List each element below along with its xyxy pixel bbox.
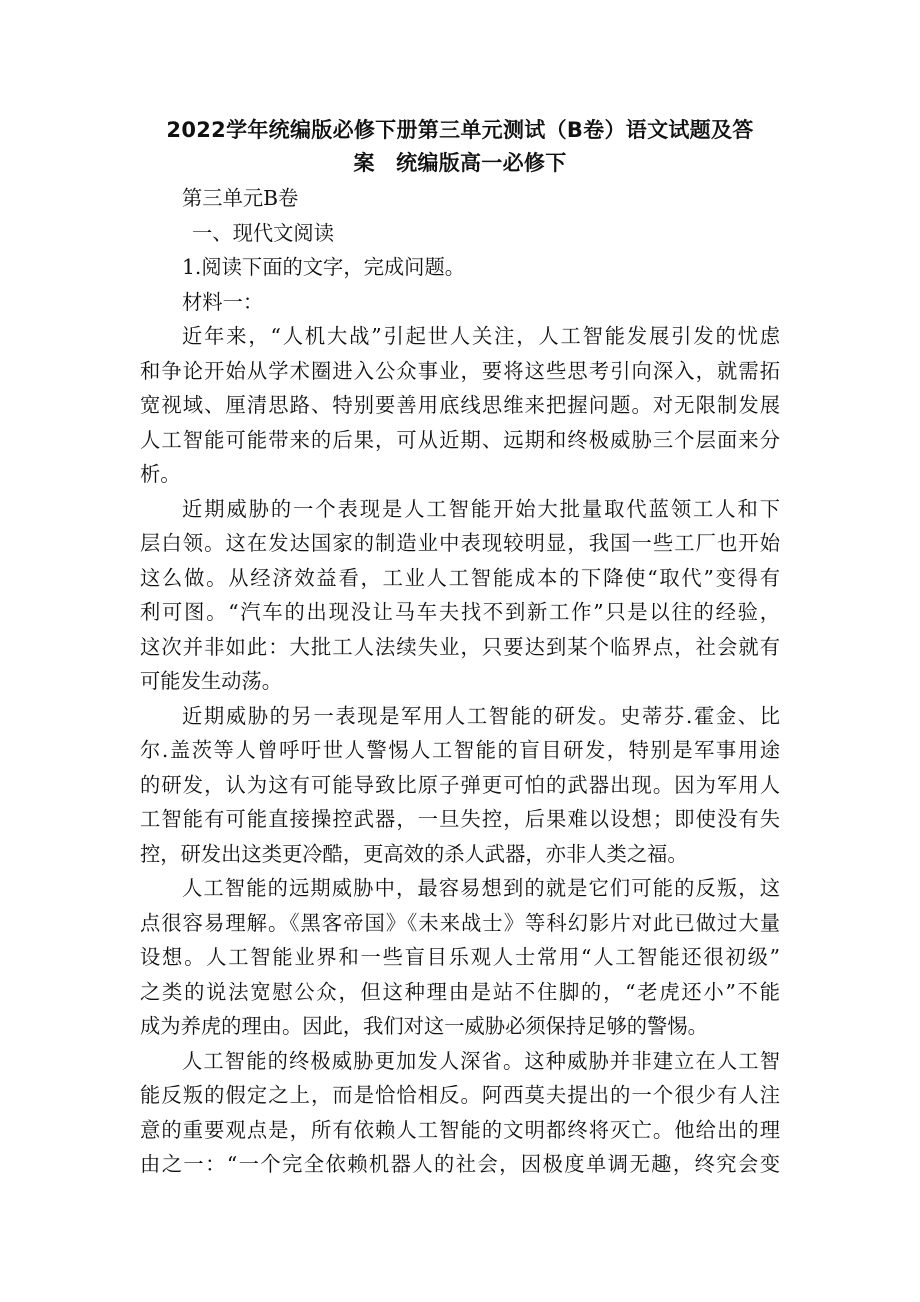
title-line: 2022学年统编版必修下册第三单元测试（B卷）语文试题及答 xyxy=(166,118,754,142)
material-label: 材料一： xyxy=(182,289,264,314)
paragraph-line: 近年来，“人机大战”引起世人关注，人工智能发展引发的忧虑 xyxy=(182,324,780,348)
paragraph-line: 点很容易理解。《黑客帝国》《未来战士》等科幻影片对此已做过大量 xyxy=(140,910,780,935)
unit-label: 第三单元B卷 xyxy=(182,186,299,210)
paragraph xyxy=(140,492,780,699)
section-heading: 一、现代文阅读 xyxy=(192,220,334,245)
paragraph-line: 控，研发出这类更冷酷，更高效的杀人武器，亦非人类之福。 xyxy=(140,841,688,866)
paragraph xyxy=(140,319,780,492)
title-line: 案 统编版高一必修下 xyxy=(353,151,567,175)
paragraph-line: 由之一：“一个完全依赖机器人的社会，因极度单调无趣，终究会变 xyxy=(140,1152,780,1176)
paragraph-line: 这次并非如此：大批工人法续失业，只要达到某个临界点，社会就有 xyxy=(140,634,780,659)
document-body xyxy=(140,181,780,1182)
paragraph-line: 宽视域、厘清思路、特别要善用底线思维来把握问题。对无限制发展 xyxy=(140,393,780,417)
paragraph-line: 意的重要观点是，所有依赖人工智能的文明都终将灭亡。他给出的理 xyxy=(140,1117,780,1142)
paragraph-line: 成为养虎的理由。因此，我们对这一威胁必须保持足够的警惕。 xyxy=(140,1014,708,1038)
paragraph-line: 人工智能的远期威胁中，最容易想到的就是它们可能的反叛，这 xyxy=(182,876,780,900)
paragraph-line: 人工智能的终极威胁更加发人深省。这种威胁并非建立在人工智 xyxy=(182,1048,780,1073)
paragraph-line: 工智能有可能直接操控武器，一旦失控，后果难以设想；即使没有失 xyxy=(140,807,780,831)
paragraph-line: 层白领。这在发达国家的制造业中表现较明显，我国一些工厂也开始 xyxy=(140,531,780,555)
paragraph-line: 近期威胁的一个表现是人工智能开始大批量取代蓝领工人和下 xyxy=(182,496,780,521)
paragraph xyxy=(140,871,780,1044)
question-prompt: 1.阅读下面的文字，完成问题。 xyxy=(182,255,466,279)
paragraph-line: 利可图。“汽车的出现没让马车夫找不到新工作”只是以往的经验， xyxy=(140,600,780,624)
document-title xyxy=(140,114,780,180)
paragraph-line: 的研发，认为这有可能导致比原子弹更可怕的武器出现。因为军用人 xyxy=(140,772,780,797)
paragraph-line: 近期威胁的另一表现是军用人工智能的研发。史蒂芬.霍金、比 xyxy=(182,703,780,728)
paragraph-line: 析。 xyxy=(140,462,181,486)
paragraph-line: 尔.盖茨等人曾呼吁世人警惕人工智能的盲目研发，特别是军事用途 xyxy=(140,738,780,762)
paragraph-line: 可能发生动荡。 xyxy=(140,669,282,693)
paragraph-line: 设想。人工智能业界和一些盲目乐观人士常用“人工智能还很初级” xyxy=(140,945,780,969)
paragraph xyxy=(140,1044,780,1182)
paragraph-line: 这么做。从经济效益看，工业人工智能成本的下降使“取代”变得有 xyxy=(140,565,780,590)
paragraph xyxy=(140,699,780,872)
paragraph-line: 人工智能可能带来的后果，可从近期、远期和终极威胁三个层面来分 xyxy=(140,427,780,452)
paragraph-line: 和争论开始从学术圈进入公众事业，要将这些思考引向深入，就需拓 xyxy=(140,358,780,383)
paragraph-line: 能反叛的假定之上，而是恰恰相反。阿西莫夫提出的一个很少有人注 xyxy=(140,1083,780,1107)
paragraph-line: 之类的说法宽慰公众，但这种理由是站不住脚的，“老虎还小”不能 xyxy=(140,979,780,1004)
